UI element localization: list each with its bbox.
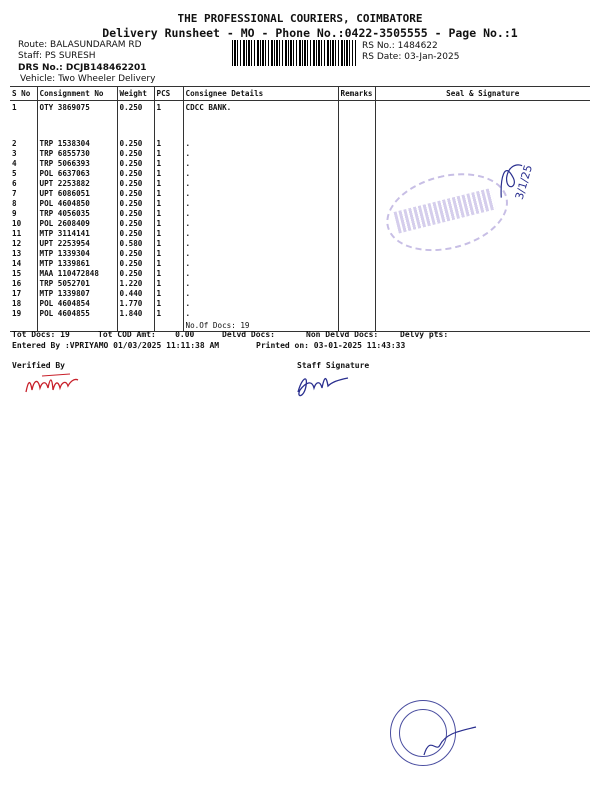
cell-seal [375, 289, 590, 299]
cell-weight: 0.250 [117, 199, 154, 209]
cell-remarks [338, 209, 375, 219]
cell-pcs: 1 [154, 189, 183, 199]
cell-pcs: 1 [154, 289, 183, 299]
cell-pcs: 1 [154, 229, 183, 239]
cell-details: . [183, 179, 338, 189]
cell-pcs: 1 [154, 299, 183, 309]
cell-consignment: MTP 1339861 [37, 259, 117, 269]
cell-consignment: MTP 1339807 [37, 289, 117, 299]
cell-details: . [183, 279, 338, 289]
table-row [10, 101, 590, 139]
vehicle-label: Vehicle: Two Wheeler Delivery [20, 74, 156, 84]
cell-pcs: 1 [154, 169, 183, 179]
cell-sno: 17 [12, 288, 22, 298]
cell-consignment: MAA 110472848 [37, 269, 117, 279]
cell-weight: 0.250 [117, 169, 154, 179]
cell-consignment: MTP 1339304 [37, 249, 117, 259]
cell-remarks [338, 299, 375, 309]
cell-pcs: 1 [154, 279, 183, 289]
cell-weight: 0.250 [117, 269, 154, 279]
cell-details: . [183, 139, 338, 149]
cell-weight: 0.250 [117, 149, 154, 159]
cell-weight: 0.250 [117, 139, 154, 149]
cell-weight: 0.250 [117, 179, 154, 189]
cell-remarks [338, 249, 375, 259]
runsheet-subtitle: Delivery Runsheet - MO - Phone No.:0422-3505555 - Page No.:1 [102, 26, 518, 40]
cell-sno: 11 [12, 228, 22, 238]
cell-details: . [183, 189, 338, 199]
col-sno: S No [10, 87, 37, 101]
cell-remarks [338, 149, 375, 159]
cell-weight: 0.250 [117, 101, 154, 139]
cell-sno: 4 [12, 158, 17, 168]
cell-details: . [183, 219, 338, 229]
cell-sno: 8 [12, 198, 17, 208]
rs-date: RS Date: 03-Jan-2025 [362, 52, 460, 62]
cell-details: . [183, 169, 338, 179]
cell-remarks [338, 169, 375, 179]
cell-sno: 13 [12, 248, 22, 258]
table-row [10, 289, 590, 299]
cell-sno: 18 [12, 298, 22, 308]
cell-seal [375, 139, 590, 149]
cell-remarks [338, 189, 375, 199]
cell-seal [375, 279, 590, 289]
cell-details: . [183, 249, 338, 259]
cell-remarks [338, 289, 375, 299]
cell-weight: 0.250 [117, 189, 154, 199]
col-pcs: PCS [154, 87, 183, 101]
cell-sno: 15 [12, 268, 22, 278]
cell-consignment: TRP 5052701 [37, 279, 117, 289]
col-remarks: Remarks [338, 87, 375, 101]
cell-pcs: 1 [154, 309, 183, 319]
cell-consignment: POL 2608409 [37, 219, 117, 229]
cell-consignment: POL 4604850 [37, 199, 117, 209]
cell-remarks [338, 259, 375, 269]
cell-consignment: TRP 5066393 [37, 159, 117, 169]
cell-weight: 0.250 [117, 249, 154, 259]
cell-consignment: POL 4604854 [37, 299, 117, 309]
company-title: THE PROFESSIONAL COURIERS, COIMBATORE [177, 12, 423, 25]
cell-sno: 1 [12, 103, 17, 112]
cell-sno: 9 [12, 208, 17, 218]
cell-sno: 19 [12, 308, 22, 318]
cell-details: . [183, 149, 338, 159]
cell-seal [375, 309, 590, 319]
cell-pcs: 1 [154, 239, 183, 249]
cell-weight: 1.220 [117, 279, 154, 289]
cell-consignment: MTP 3114141 [37, 229, 117, 239]
cell-pcs: 1 [154, 139, 183, 149]
cell-weight: 0.580 [117, 239, 154, 249]
cell-remarks [338, 101, 375, 139]
cell-seal [375, 101, 590, 139]
cell-pcs: 1 [154, 199, 183, 209]
cell-consignment: UPT 6086051 [37, 189, 117, 199]
cell-pcs: 1 [154, 101, 183, 139]
cell-details: CDCC BANK. [183, 101, 338, 139]
cell-remarks [338, 159, 375, 169]
cell-pcs: 1 [154, 209, 183, 219]
cell-remarks [338, 229, 375, 239]
table-header-row [10, 87, 590, 101]
cell-pcs: 1 [154, 179, 183, 189]
cell-details: . [183, 239, 338, 249]
cell-remarks [338, 179, 375, 189]
cell-remarks [338, 279, 375, 289]
cell-remarks [338, 199, 375, 209]
col-weight: Weight [117, 87, 154, 101]
table-row [10, 309, 590, 319]
cell-consignment: POL 6637063 [37, 169, 117, 179]
cell-sno: 2 [12, 138, 17, 148]
tot-docs: Tot Docs: 19 [12, 330, 70, 339]
cell-consignment: TRP 4056035 [37, 209, 117, 219]
cell-sno: 16 [12, 278, 22, 288]
cell-pcs: 1 [154, 269, 183, 279]
cell-sno: 10 [12, 218, 22, 228]
cell-details: . [183, 269, 338, 279]
tot-cod-amt: Tot COD Amt: 0.00 [98, 330, 195, 339]
staff-signature-label: Staff Signature [297, 361, 370, 370]
staff-label: Staff: PS SURESH [18, 51, 96, 61]
col-consignment: Consignment No [37, 87, 117, 101]
cell-sno: 6 [12, 178, 17, 188]
cell-weight: 0.250 [117, 209, 154, 219]
cell-consignment: POL 4604855 [37, 309, 117, 319]
cell-remarks [338, 219, 375, 229]
entered-by: Entered By :VPRIYAMO 01/03/2025 11:11:38 AM [12, 341, 220, 350]
round-stamp-signature [420, 725, 480, 765]
delvd-docs: Delvd Docs: [222, 330, 275, 339]
verified-by-label: Verified By [12, 361, 65, 370]
cell-consignment: UPT 2253954 [37, 239, 117, 249]
cell-pcs: 1 [154, 259, 183, 269]
cell-remarks [338, 309, 375, 319]
cell-details: . [183, 309, 338, 319]
printed-on: Printed on: 03-01-2025 11:43:33 [256, 341, 406, 350]
verified-signature [22, 372, 82, 396]
cell-details: . [183, 159, 338, 169]
table-summary-row [10, 319, 590, 332]
cell-weight: 0.250 [117, 159, 154, 169]
cell-remarks [338, 139, 375, 149]
drs-number: DRS No.: DCJB148462201 [18, 63, 147, 73]
cell-consignment: OTY 3869075 [37, 101, 117, 139]
cell-details: . [183, 229, 338, 239]
staff-signature [290, 370, 350, 402]
route-label: Route: BALASUNDARAM RD [18, 40, 142, 50]
cell-details: . [183, 199, 338, 209]
cell-consignment: UPT 2253882 [37, 179, 117, 189]
cell-details: . [183, 259, 338, 269]
cell-consignment: TRP 1538304 [37, 139, 117, 149]
cell-pcs: 1 [154, 219, 183, 229]
cell-weight: 1.770 [117, 299, 154, 309]
cell-weight: 0.250 [117, 229, 154, 239]
cell-details: . [183, 289, 338, 299]
barcode [232, 40, 356, 66]
non-delvd-docs: Non Delvd Docs: [306, 330, 379, 339]
cell-details: . [183, 209, 338, 219]
cell-pcs: 1 [154, 159, 183, 169]
rs-number: RS No.: 1484622 [362, 41, 438, 51]
cell-sno: 14 [12, 258, 22, 268]
no-of-docs: No.Of Docs: 19 [183, 319, 338, 332]
cell-remarks [338, 269, 375, 279]
table-row [10, 259, 590, 269]
cell-sno: 12 [12, 238, 22, 248]
cell-weight: 0.250 [117, 219, 154, 229]
cell-consignment: TRP 6855730 [37, 149, 117, 159]
cell-weight: 1.840 [117, 309, 154, 319]
delvy-pts: Delvy pts: [400, 330, 449, 339]
cell-pcs: 1 [154, 149, 183, 159]
cell-sno: 7 [12, 188, 17, 198]
cell-seal [375, 299, 590, 309]
cell-sno: 5 [12, 168, 17, 178]
cell-sno: 3 [12, 148, 17, 158]
col-seal: Seal & Signature [375, 87, 590, 101]
col-consignee: Consignee Details [183, 87, 338, 101]
table-row [10, 279, 590, 289]
table-row [10, 299, 590, 309]
table-row [10, 269, 590, 279]
cell-details: . [183, 299, 338, 309]
cell-weight: 0.250 [117, 259, 154, 269]
cell-pcs: 1 [154, 249, 183, 259]
cell-remarks [338, 239, 375, 249]
stamp-date: 3/1/25 [512, 163, 536, 202]
cell-weight: 0.440 [117, 289, 154, 299]
